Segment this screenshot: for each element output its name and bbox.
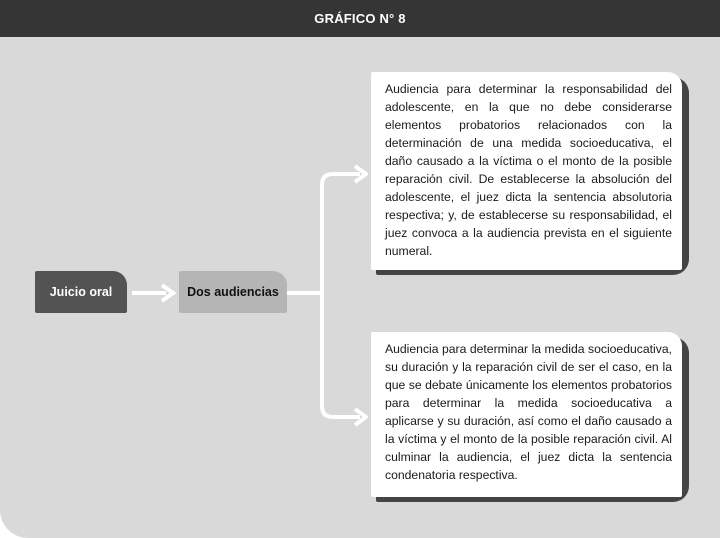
figure-title: GRÁFICO N° 8 bbox=[0, 0, 720, 37]
arrow-juicio-to-dos bbox=[132, 285, 173, 301]
arrow-branch bbox=[287, 166, 366, 425]
hearing-responsibility-box: Audiencia para determinar la responsabilidad del adolescente, en la que no debe considerarse elementos probatorios relacionados con la determinación de una medida socioeducativa, el daño causado a la víctima o el monto de la posible reparación civil. De establecerse la absolución del adolescente, el juez dicta la sentencia absolutoria respectiva; y, de establecerse su responsabilidad, el juez convoca a la audiencia prevista en el siguiente numeral. bbox=[371, 72, 682, 270]
node-juicio-oral: Juicio oral bbox=[35, 271, 127, 313]
hearing-measure-box: Audiencia para determinar la medida socioeducativa, su duración y la reparación civil de ser el caso, en la que se debate únicamente los elementos probatorios para determinar la medida socioeducativa a aplicarse y su duración, así como el daño causado a la víctima y el monto de la posible reparación civil. Al culminar la audiencia, el juez dicta la sentencia condenatoria respectiva. bbox=[371, 332, 682, 497]
node-dos-audiencias: Dos audiencias bbox=[179, 271, 287, 313]
